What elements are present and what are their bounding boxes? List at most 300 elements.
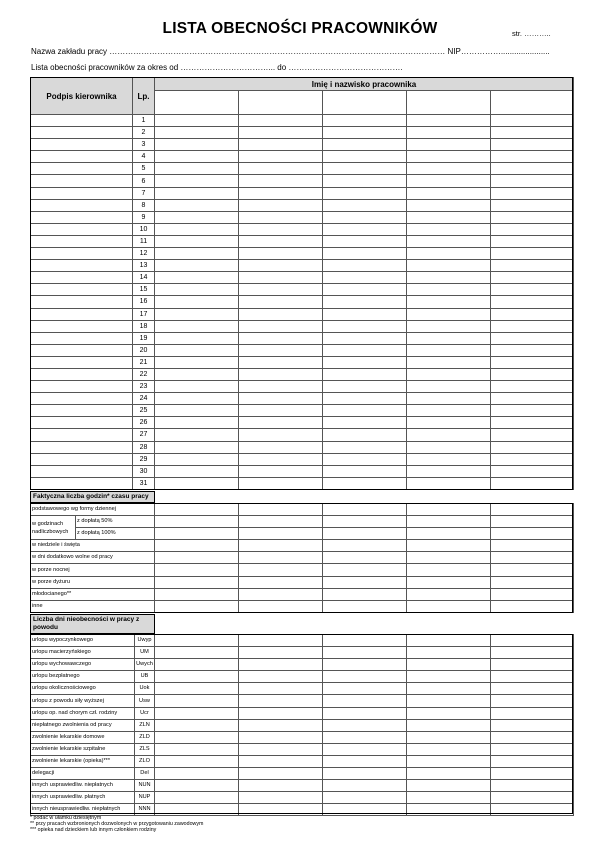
attendance-cell[interactable] bbox=[239, 356, 323, 368]
employee-name-cell[interactable] bbox=[323, 91, 407, 115]
attendance-cell[interactable] bbox=[407, 393, 491, 405]
hours-value-cell[interactable] bbox=[155, 504, 239, 516]
attendance-cell[interactable] bbox=[491, 477, 574, 489]
attendance-cell[interactable] bbox=[155, 272, 239, 284]
hours-value-cell[interactable] bbox=[239, 564, 323, 576]
attendance-cell[interactable] bbox=[323, 417, 407, 429]
attendance-cell[interactable] bbox=[323, 127, 407, 139]
hours-value-cell[interactable] bbox=[491, 600, 574, 612]
absence-value-cell[interactable] bbox=[155, 659, 239, 671]
absence-value-cell[interactable] bbox=[323, 707, 407, 719]
attendance-cell[interactable] bbox=[155, 417, 239, 429]
attendance-cell[interactable] bbox=[491, 332, 574, 344]
employee-name-cell[interactable] bbox=[239, 91, 323, 115]
absence-value-cell[interactable] bbox=[407, 707, 491, 719]
absence-value-cell[interactable] bbox=[491, 707, 574, 719]
attendance-cell[interactable] bbox=[407, 211, 491, 223]
attendance-cell[interactable] bbox=[407, 235, 491, 247]
attendance-cell[interactable] bbox=[407, 477, 491, 489]
attendance-cell[interactable] bbox=[323, 272, 407, 284]
hours-value-cell[interactable] bbox=[239, 516, 323, 528]
absence-value-cell[interactable] bbox=[239, 755, 323, 767]
absence-value-cell[interactable] bbox=[239, 804, 323, 816]
absence-value-cell[interactable] bbox=[491, 792, 574, 804]
attendance-cell[interactable] bbox=[323, 308, 407, 320]
absence-value-cell[interactable] bbox=[491, 635, 574, 647]
hours-value-cell[interactable] bbox=[323, 564, 407, 576]
hours-value-cell[interactable] bbox=[407, 600, 491, 612]
attendance-cell[interactable] bbox=[407, 429, 491, 441]
absence-value-cell[interactable] bbox=[491, 683, 574, 695]
attendance-cell[interactable] bbox=[407, 320, 491, 332]
absence-value-cell[interactable] bbox=[239, 707, 323, 719]
absence-value-cell[interactable] bbox=[239, 659, 323, 671]
hours-value-cell[interactable] bbox=[155, 528, 239, 540]
absence-value-cell[interactable] bbox=[323, 635, 407, 647]
attendance-cell[interactable] bbox=[407, 368, 491, 380]
absence-value-cell[interactable] bbox=[239, 671, 323, 683]
attendance-cell[interactable] bbox=[239, 272, 323, 284]
attendance-cell[interactable] bbox=[491, 272, 574, 284]
attendance-cell[interactable] bbox=[407, 344, 491, 356]
absence-value-cell[interactable] bbox=[239, 731, 323, 743]
attendance-cell[interactable] bbox=[407, 465, 491, 477]
hours-value-cell[interactable] bbox=[407, 564, 491, 576]
manager-signature-cell[interactable] bbox=[31, 248, 133, 260]
hours-value-cell[interactable] bbox=[491, 540, 574, 552]
attendance-cell[interactable] bbox=[491, 187, 574, 199]
manager-signature-cell[interactable] bbox=[31, 477, 133, 489]
attendance-cell[interactable] bbox=[407, 139, 491, 151]
attendance-cell[interactable] bbox=[491, 139, 574, 151]
attendance-cell[interactable] bbox=[155, 115, 239, 127]
absence-value-cell[interactable] bbox=[491, 659, 574, 671]
attendance-cell[interactable] bbox=[323, 187, 407, 199]
attendance-cell[interactable] bbox=[491, 441, 574, 453]
attendance-cell[interactable] bbox=[491, 115, 574, 127]
attendance-cell[interactable] bbox=[239, 429, 323, 441]
attendance-cell[interactable] bbox=[491, 320, 574, 332]
attendance-cell[interactable] bbox=[491, 405, 574, 417]
attendance-cell[interactable] bbox=[155, 199, 239, 211]
attendance-cell[interactable] bbox=[491, 381, 574, 393]
hours-value-cell[interactable] bbox=[323, 528, 407, 540]
hours-value-cell[interactable] bbox=[239, 600, 323, 612]
attendance-cell[interactable] bbox=[155, 139, 239, 151]
attendance-cell[interactable] bbox=[407, 127, 491, 139]
attendance-cell[interactable] bbox=[155, 441, 239, 453]
absence-value-cell[interactable] bbox=[323, 792, 407, 804]
absence-value-cell[interactable] bbox=[323, 683, 407, 695]
attendance-cell[interactable] bbox=[323, 441, 407, 453]
manager-signature-cell[interactable] bbox=[31, 393, 133, 405]
hours-value-cell[interactable] bbox=[323, 516, 407, 528]
hours-value-cell[interactable] bbox=[155, 576, 239, 588]
attendance-cell[interactable] bbox=[239, 187, 323, 199]
absence-value-cell[interactable] bbox=[323, 647, 407, 659]
attendance-cell[interactable] bbox=[239, 441, 323, 453]
absence-value-cell[interactable] bbox=[155, 755, 239, 767]
absence-value-cell[interactable] bbox=[323, 731, 407, 743]
hours-value-cell[interactable] bbox=[491, 516, 574, 528]
attendance-cell[interactable] bbox=[155, 465, 239, 477]
absence-value-cell[interactable] bbox=[323, 768, 407, 780]
attendance-cell[interactable] bbox=[323, 175, 407, 187]
attendance-cell[interactable] bbox=[323, 429, 407, 441]
manager-signature-cell[interactable] bbox=[31, 175, 133, 187]
attendance-cell[interactable] bbox=[323, 260, 407, 272]
attendance-cell[interactable] bbox=[491, 175, 574, 187]
attendance-cell[interactable] bbox=[323, 115, 407, 127]
attendance-cell[interactable] bbox=[407, 260, 491, 272]
attendance-cell[interactable] bbox=[239, 344, 323, 356]
absence-value-cell[interactable] bbox=[323, 755, 407, 767]
absence-value-cell[interactable] bbox=[491, 780, 574, 792]
absence-value-cell[interactable] bbox=[239, 695, 323, 707]
attendance-cell[interactable] bbox=[323, 356, 407, 368]
attendance-cell[interactable] bbox=[491, 127, 574, 139]
hours-value-cell[interactable] bbox=[155, 540, 239, 552]
absence-value-cell[interactable] bbox=[155, 768, 239, 780]
absence-value-cell[interactable] bbox=[491, 743, 574, 755]
absence-value-cell[interactable] bbox=[155, 695, 239, 707]
hours-value-cell[interactable] bbox=[323, 504, 407, 516]
attendance-cell[interactable] bbox=[239, 163, 323, 175]
hours-value-cell[interactable] bbox=[239, 552, 323, 564]
attendance-cell[interactable] bbox=[407, 296, 491, 308]
attendance-cell[interactable] bbox=[491, 211, 574, 223]
hours-value-cell[interactable] bbox=[155, 552, 239, 564]
manager-signature-cell[interactable] bbox=[31, 139, 133, 151]
manager-signature-cell[interactable] bbox=[31, 381, 133, 393]
hours-value-cell[interactable] bbox=[239, 540, 323, 552]
attendance-cell[interactable] bbox=[239, 223, 323, 235]
absence-value-cell[interactable] bbox=[155, 683, 239, 695]
attendance-cell[interactable] bbox=[491, 284, 574, 296]
manager-signature-cell[interactable] bbox=[31, 368, 133, 380]
attendance-cell[interactable] bbox=[239, 199, 323, 211]
absence-value-cell[interactable] bbox=[239, 743, 323, 755]
hours-value-cell[interactable] bbox=[407, 516, 491, 528]
attendance-cell[interactable] bbox=[323, 405, 407, 417]
attendance-cell[interactable] bbox=[491, 248, 574, 260]
attendance-cell[interactable] bbox=[239, 453, 323, 465]
attendance-cell[interactable] bbox=[491, 344, 574, 356]
manager-signature-cell[interactable] bbox=[31, 429, 133, 441]
attendance-cell[interactable] bbox=[407, 356, 491, 368]
attendance-cell[interactable] bbox=[491, 356, 574, 368]
attendance-cell[interactable] bbox=[323, 320, 407, 332]
manager-signature-cell[interactable] bbox=[31, 272, 133, 284]
hours-value-cell[interactable] bbox=[239, 588, 323, 600]
manager-signature-cell[interactable] bbox=[31, 441, 133, 453]
absence-value-cell[interactable] bbox=[491, 768, 574, 780]
attendance-cell[interactable] bbox=[155, 235, 239, 247]
manager-signature-cell[interactable] bbox=[31, 284, 133, 296]
hours-value-cell[interactable] bbox=[491, 552, 574, 564]
hours-value-cell[interactable] bbox=[407, 528, 491, 540]
manager-signature-cell[interactable] bbox=[31, 320, 133, 332]
absence-value-cell[interactable] bbox=[323, 780, 407, 792]
attendance-cell[interactable] bbox=[239, 248, 323, 260]
absence-value-cell[interactable] bbox=[407, 719, 491, 731]
attendance-cell[interactable] bbox=[155, 405, 239, 417]
attendance-cell[interactable] bbox=[239, 393, 323, 405]
absence-value-cell[interactable] bbox=[155, 647, 239, 659]
attendance-cell[interactable] bbox=[155, 284, 239, 296]
manager-signature-cell[interactable] bbox=[31, 296, 133, 308]
absence-value-cell[interactable] bbox=[407, 780, 491, 792]
absence-value-cell[interactable] bbox=[407, 743, 491, 755]
hours-value-cell[interactable] bbox=[407, 588, 491, 600]
attendance-cell[interactable] bbox=[407, 405, 491, 417]
attendance-cell[interactable] bbox=[155, 260, 239, 272]
attendance-cell[interactable] bbox=[407, 163, 491, 175]
hours-value-cell[interactable] bbox=[239, 576, 323, 588]
hours-value-cell[interactable] bbox=[323, 600, 407, 612]
attendance-cell[interactable] bbox=[155, 151, 239, 163]
absence-value-cell[interactable] bbox=[239, 768, 323, 780]
attendance-cell[interactable] bbox=[239, 417, 323, 429]
attendance-cell[interactable] bbox=[407, 272, 491, 284]
manager-signature-cell[interactable] bbox=[31, 332, 133, 344]
hours-value-cell[interactable] bbox=[407, 576, 491, 588]
absence-value-cell[interactable] bbox=[155, 792, 239, 804]
hours-value-cell[interactable] bbox=[491, 564, 574, 576]
attendance-cell[interactable] bbox=[155, 453, 239, 465]
attendance-cell[interactable] bbox=[407, 151, 491, 163]
manager-signature-cell[interactable] bbox=[31, 199, 133, 211]
absence-value-cell[interactable] bbox=[155, 635, 239, 647]
attendance-cell[interactable] bbox=[323, 368, 407, 380]
manager-signature-cell[interactable] bbox=[31, 223, 133, 235]
attendance-cell[interactable] bbox=[155, 163, 239, 175]
manager-signature-cell[interactable] bbox=[31, 235, 133, 247]
attendance-cell[interactable] bbox=[239, 405, 323, 417]
attendance-cell[interactable] bbox=[407, 381, 491, 393]
hours-value-cell[interactable] bbox=[491, 504, 574, 516]
attendance-cell[interactable] bbox=[155, 381, 239, 393]
attendance-cell[interactable] bbox=[491, 151, 574, 163]
absence-value-cell[interactable] bbox=[407, 647, 491, 659]
absence-value-cell[interactable] bbox=[323, 659, 407, 671]
absence-value-cell[interactable] bbox=[155, 780, 239, 792]
attendance-cell[interactable] bbox=[155, 175, 239, 187]
attendance-cell[interactable] bbox=[491, 199, 574, 211]
employee-name-cell[interactable] bbox=[155, 91, 239, 115]
absence-value-cell[interactable] bbox=[407, 804, 491, 816]
absence-value-cell[interactable] bbox=[155, 719, 239, 731]
attendance-cell[interactable] bbox=[491, 296, 574, 308]
manager-signature-cell[interactable] bbox=[31, 417, 133, 429]
absence-value-cell[interactable] bbox=[323, 719, 407, 731]
attendance-cell[interactable] bbox=[239, 127, 323, 139]
manager-signature-cell[interactable] bbox=[31, 465, 133, 477]
attendance-cell[interactable] bbox=[407, 453, 491, 465]
attendance-cell[interactable] bbox=[491, 223, 574, 235]
attendance-cell[interactable] bbox=[239, 465, 323, 477]
attendance-cell[interactable] bbox=[155, 368, 239, 380]
attendance-cell[interactable] bbox=[323, 477, 407, 489]
attendance-cell[interactable] bbox=[323, 199, 407, 211]
manager-signature-cell[interactable] bbox=[31, 127, 133, 139]
hours-value-cell[interactable] bbox=[155, 588, 239, 600]
absence-value-cell[interactable] bbox=[239, 647, 323, 659]
attendance-cell[interactable] bbox=[155, 356, 239, 368]
absence-value-cell[interactable] bbox=[239, 635, 323, 647]
attendance-cell[interactable] bbox=[323, 296, 407, 308]
attendance-cell[interactable] bbox=[323, 465, 407, 477]
absence-value-cell[interactable] bbox=[407, 635, 491, 647]
attendance-cell[interactable] bbox=[407, 187, 491, 199]
attendance-cell[interactable] bbox=[407, 199, 491, 211]
attendance-cell[interactable] bbox=[239, 260, 323, 272]
attendance-cell[interactable] bbox=[491, 368, 574, 380]
attendance-cell[interactable] bbox=[155, 320, 239, 332]
attendance-cell[interactable] bbox=[239, 284, 323, 296]
attendance-cell[interactable] bbox=[239, 211, 323, 223]
absence-value-cell[interactable] bbox=[407, 659, 491, 671]
attendance-cell[interactable] bbox=[155, 187, 239, 199]
attendance-cell[interactable] bbox=[407, 175, 491, 187]
manager-signature-cell[interactable] bbox=[31, 405, 133, 417]
attendance-cell[interactable] bbox=[323, 248, 407, 260]
manager-signature-cell[interactable] bbox=[31, 163, 133, 175]
manager-signature-cell[interactable] bbox=[31, 115, 133, 127]
attendance-cell[interactable] bbox=[239, 308, 323, 320]
attendance-cell[interactable] bbox=[155, 429, 239, 441]
absence-value-cell[interactable] bbox=[407, 695, 491, 707]
manager-signature-cell[interactable] bbox=[31, 356, 133, 368]
hours-value-cell[interactable] bbox=[491, 528, 574, 540]
absence-value-cell[interactable] bbox=[491, 647, 574, 659]
absence-value-cell[interactable] bbox=[491, 755, 574, 767]
attendance-cell[interactable] bbox=[491, 163, 574, 175]
attendance-cell[interactable] bbox=[491, 235, 574, 247]
manager-signature-cell[interactable] bbox=[31, 187, 133, 199]
attendance-cell[interactable] bbox=[155, 393, 239, 405]
attendance-cell[interactable] bbox=[407, 441, 491, 453]
attendance-cell[interactable] bbox=[407, 332, 491, 344]
hours-value-cell[interactable] bbox=[407, 504, 491, 516]
employee-name-cell[interactable] bbox=[491, 91, 574, 115]
attendance-cell[interactable] bbox=[407, 417, 491, 429]
hours-value-cell[interactable] bbox=[491, 588, 574, 600]
attendance-cell[interactable] bbox=[323, 284, 407, 296]
attendance-cell[interactable] bbox=[155, 308, 239, 320]
attendance-cell[interactable] bbox=[323, 139, 407, 151]
absence-value-cell[interactable] bbox=[155, 731, 239, 743]
attendance-cell[interactable] bbox=[155, 127, 239, 139]
attendance-cell[interactable] bbox=[491, 393, 574, 405]
absence-value-cell[interactable] bbox=[323, 743, 407, 755]
hours-value-cell[interactable] bbox=[239, 504, 323, 516]
attendance-cell[interactable] bbox=[155, 332, 239, 344]
attendance-cell[interactable] bbox=[155, 477, 239, 489]
hours-value-cell[interactable] bbox=[491, 576, 574, 588]
employee-name-cell[interactable] bbox=[407, 91, 491, 115]
manager-signature-cell[interactable] bbox=[31, 453, 133, 465]
attendance-cell[interactable] bbox=[239, 151, 323, 163]
attendance-cell[interactable] bbox=[323, 453, 407, 465]
attendance-cell[interactable] bbox=[239, 296, 323, 308]
absence-value-cell[interactable] bbox=[155, 707, 239, 719]
absence-value-cell[interactable] bbox=[323, 671, 407, 683]
attendance-cell[interactable] bbox=[407, 248, 491, 260]
manager-signature-cell[interactable] bbox=[31, 344, 133, 356]
attendance-cell[interactable] bbox=[239, 381, 323, 393]
attendance-cell[interactable] bbox=[407, 115, 491, 127]
attendance-cell[interactable] bbox=[323, 381, 407, 393]
manager-signature-cell[interactable] bbox=[31, 211, 133, 223]
absence-value-cell[interactable] bbox=[155, 743, 239, 755]
attendance-cell[interactable] bbox=[491, 453, 574, 465]
absence-value-cell[interactable] bbox=[239, 780, 323, 792]
manager-signature-cell[interactable] bbox=[31, 308, 133, 320]
hours-value-cell[interactable] bbox=[323, 576, 407, 588]
attendance-cell[interactable] bbox=[155, 223, 239, 235]
attendance-cell[interactable] bbox=[239, 139, 323, 151]
attendance-cell[interactable] bbox=[491, 429, 574, 441]
attendance-cell[interactable] bbox=[491, 465, 574, 477]
hours-value-cell[interactable] bbox=[407, 540, 491, 552]
attendance-cell[interactable] bbox=[323, 163, 407, 175]
attendance-cell[interactable] bbox=[491, 308, 574, 320]
attendance-cell[interactable] bbox=[155, 296, 239, 308]
hours-value-cell[interactable] bbox=[323, 588, 407, 600]
attendance-cell[interactable] bbox=[323, 235, 407, 247]
attendance-cell[interactable] bbox=[323, 223, 407, 235]
absence-value-cell[interactable] bbox=[407, 792, 491, 804]
attendance-cell[interactable] bbox=[323, 393, 407, 405]
attendance-cell[interactable] bbox=[155, 248, 239, 260]
absence-value-cell[interactable] bbox=[155, 671, 239, 683]
absence-value-cell[interactable] bbox=[491, 804, 574, 816]
attendance-cell[interactable] bbox=[323, 344, 407, 356]
absence-value-cell[interactable] bbox=[323, 695, 407, 707]
hours-value-cell[interactable] bbox=[407, 552, 491, 564]
hours-value-cell[interactable] bbox=[239, 528, 323, 540]
attendance-cell[interactable] bbox=[323, 151, 407, 163]
hours-value-cell[interactable] bbox=[155, 564, 239, 576]
absence-value-cell[interactable] bbox=[239, 683, 323, 695]
absence-value-cell[interactable] bbox=[491, 719, 574, 731]
absence-value-cell[interactable] bbox=[491, 731, 574, 743]
attendance-cell[interactable] bbox=[407, 223, 491, 235]
attendance-cell[interactable] bbox=[239, 175, 323, 187]
attendance-cell[interactable] bbox=[239, 477, 323, 489]
absence-value-cell[interactable] bbox=[239, 719, 323, 731]
hours-value-cell[interactable] bbox=[323, 552, 407, 564]
absence-value-cell[interactable] bbox=[407, 755, 491, 767]
attendance-cell[interactable] bbox=[239, 235, 323, 247]
manager-signature-cell[interactable] bbox=[31, 260, 133, 272]
hours-value-cell[interactable] bbox=[155, 516, 239, 528]
absence-value-cell[interactable] bbox=[407, 683, 491, 695]
absence-value-cell[interactable] bbox=[323, 804, 407, 816]
absence-value-cell[interactable] bbox=[407, 731, 491, 743]
attendance-cell[interactable] bbox=[491, 417, 574, 429]
attendance-cell[interactable] bbox=[239, 368, 323, 380]
attendance-cell[interactable] bbox=[239, 320, 323, 332]
attendance-cell[interactable] bbox=[239, 332, 323, 344]
attendance-cell[interactable] bbox=[323, 332, 407, 344]
attendance-cell[interactable] bbox=[155, 344, 239, 356]
attendance-cell[interactable] bbox=[491, 260, 574, 272]
attendance-cell[interactable] bbox=[155, 211, 239, 223]
absence-value-cell[interactable] bbox=[239, 792, 323, 804]
absence-value-cell[interactable] bbox=[491, 671, 574, 683]
